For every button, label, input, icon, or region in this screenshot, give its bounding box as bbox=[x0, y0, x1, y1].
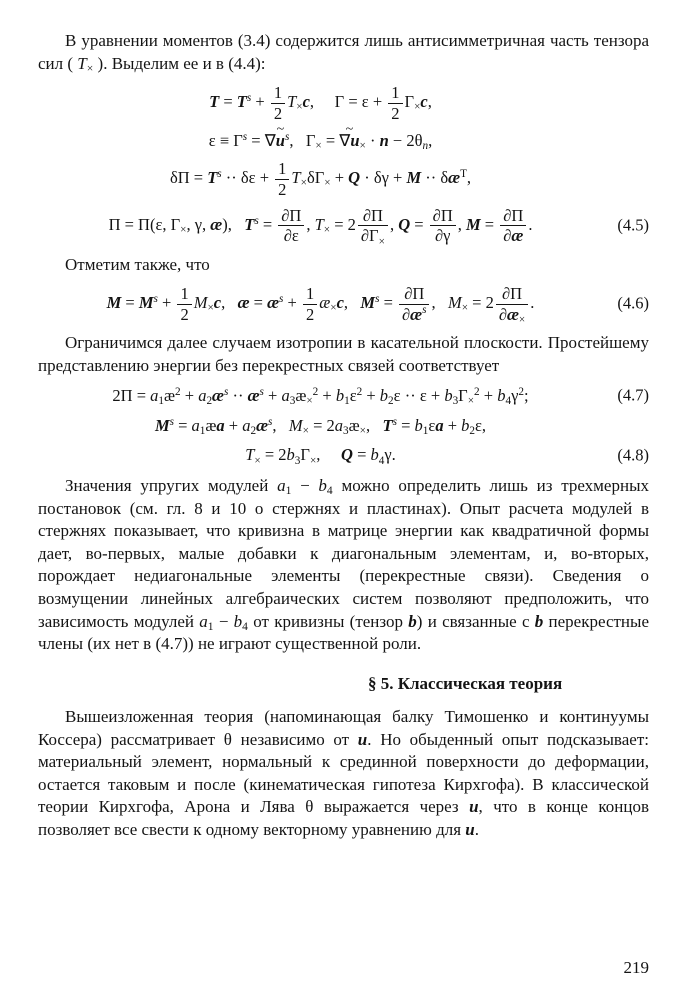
equation-constitutive-4-5 bbox=[38, 206, 649, 248]
paragraph-note: Отметим также, что bbox=[65, 254, 210, 274]
page-number: 219 bbox=[623, 958, 649, 977]
equation-energy-quadratic-4-7 bbox=[38, 386, 649, 407]
equation-body: $T = T^s$ + $\frac{1}{2}$ $T_\times c$, Γ = ε + $\frac{1}{2}$ $\Gamma_\times c$, bbox=[209, 83, 432, 123]
equation-number: (4.6) bbox=[617, 293, 649, 313]
equation-body: $\delta\Pi = T^s \cdot\cdot \delta\varepsilon$ + $\frac{1}{2}$ $T_\times\delta\Gamma_\times + Q \cdot \delta\gamma + M$ ·· $\delta æ^T$, bbox=[169, 159, 472, 199]
paragraph-moduli-discussion: Значения упругих модулей $a_1 - b_4$ можно определить лишь из трехмерных постановок (см. гл. 8 и 10 о стержнях и пластинах). Опыт расчета модулей в стержнях показывает, что кривизна в матрице энергии как квадратичной формы дает, во-первых, малые добавки к диагональным элементам, и, во-вторых, порождает недиагональные элементы (перекрестные связи). Сведения о возмущении линейных алгебраических систем позволяют предположить, что зависимость модулей $a_1 - b_4$ от кривизны (тензор b) и связанные с b перекрестные члены (их нет в (4.7)) не играют существенной роли. bbox=[38, 476, 649, 654]
equation-number: (4.5) bbox=[617, 215, 649, 235]
equation-body: $M^s$ = $a_1æa$ + $a_2æ^s$, $M_\times$ = $2a_3æ_\times$, $T^s = b_1\varepsilon a + b_2\varepsilon$, bbox=[154, 415, 487, 437]
equation-body: $\varepsilon \equiv \Gamma^s = \nabla u$ ~$^s$, $\Gamma_\times = \nabla u$ $\sim_\times \cdot n - 2\theta_n$, bbox=[209, 131, 432, 150]
paragraph-classical-theory: Вышеизложенная теория (напоминающая балку Тимошенко и континуумы Коссера) рассматривает θ независимо от u. Но обыденный опыт подсказывает: материальный элемент, нормальный к срединной поверхности до деформации, остается таковым и после (кинематическая гипотеза Кирхгофа). В классической теории Кирхгофа, Арона и Лява θ выражается через u, что в конце концов позволяет все свести к одному векторному уравнению для u. bbox=[38, 706, 649, 839]
equation-body: Π = Π(ε, $\Gamma_\times$, γ, æ), $T^s$ = $\frac{\partial\Pi}{\partial\varepsilon}$ , $T_\times = 2$ $\frac{\partial\Pi}{\partial\Gamma_\times}$ , Q = $\frac{\partial\Pi}{\partial\gamma}$ , M = $\frac{\partial\Pi}{\partial æ}$ . bbox=[108, 206, 533, 248]
equation-energy-variation bbox=[38, 160, 649, 198]
equation-number: (4.7) bbox=[617, 386, 649, 406]
equation-body: $T_\times = 2b_3\Gamma_\times$, $Q = b_4\gamma$. bbox=[245, 445, 396, 467]
equation-body: $2\Pi = a_1æ^2$ + $a_2æ^s$ ·· $æ^s$ + $a_3æ_\times^2 + b_1\varepsilon^2 + b_2\varepsilon \cdot\cdot \varepsilon + b_3\Gamma_\times^2 + b_4\gamma^2$; bbox=[112, 386, 529, 408]
equation-force-decomposition bbox=[38, 84, 649, 122]
paragraph-intro: В уравнении моментов (3.4) содержится лишь антисимметричная часть тензора сил ( $T_\times$ ). Выделим ее и в (4.4): bbox=[38, 31, 649, 75]
equation-moment-decomposition-4-6 bbox=[38, 284, 649, 326]
equation-number: (4.8) bbox=[617, 445, 649, 465]
equation-body: $M = M^s$ + $\frac{1}{2}$ $M_\times c$, æ = $æ^s$ + $\frac{1}{2}$ $æ_\times c$, $M^s$ = $\frac{\partial\Pi}{\partial æ^s}$ , $M_\times = 2$ $\frac{\partial\Pi}{\partial æ_\times}$ . bbox=[106, 284, 535, 326]
equation-moduli-relations-4-8 bbox=[38, 445, 649, 466]
equation-strain-definitions bbox=[38, 131, 649, 152]
paragraph-isotropy: Ограничимся далее случаем изотропии в касательной плоскости. Простейшему представлению энергии без перекрестных связей соответствует bbox=[38, 332, 649, 375]
equation-moduli-relations bbox=[38, 416, 649, 437]
section-heading: § 5. Классическая теория bbox=[367, 673, 563, 693]
